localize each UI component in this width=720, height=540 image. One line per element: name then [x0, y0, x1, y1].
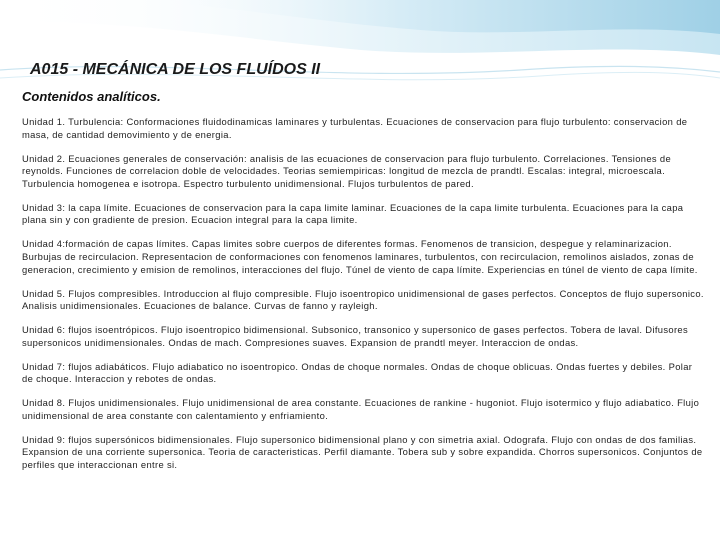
slide-subtitle: Contenidos analíticos.: [22, 89, 161, 104]
unit-paragraph-5: Unidad 5. Flujos compresibles. Introduccion al flujo compresible. Flujo isoentropico unidimensional de gases perfectos. Conceptos de flujo supersonico. Analisis unidimensionales. Ecuaciones de balance. Curvas de fanno y rayleigh.: [22, 287, 704, 312]
header-wave-decoration: [0, 0, 720, 95]
unit-paragraph-7: Unidad 7: flujos adiabáticos. Flujo adiabatico no isoentropico. Ondas de choque normales. Ondas de choque oblicuas. Ondas fuertes y debiles. Polar de choque. Interaccion y rebotes de ondas.: [22, 360, 693, 385]
unit-paragraph-9: Unidad 9: flujos supersónicos bidimensionales. Flujo supersonico bidimensional plano y con simetria axial. Odografa. Flujo con ondas de dos familias. Expansion de una corriente supersonica. Teoria de caracteristicas. Perfil diamante. Tobera sub y sobre expandida. Chorros supersonicos. Conjuntos de perfiles que interaccionan entre si.: [22, 433, 703, 470]
unit-paragraph-1: Unidad 1. Turbulencia: Conformaciones fluidodinamicas laminares y turbulentas. Ecuaciones de conservacion para flujo turbulento: conservacion de masa, de cantidad demovimiento y de energia.: [22, 116, 688, 140]
unit-paragraph-3: Unidad 3: la capa límite. Ecuaciones de conservacion para la capa limite laminar. Ecuaciones de la capa limite turbulenta. Ecuaciones para la capa plana sin y con gradiente de presion. Ecuacion integral para la capa limite.: [22, 201, 684, 226]
units-list: [22, 116, 704, 483]
unit-paragraph-4: Unidad 4:formación de capas límites. Capas limites sobre cuerpos de diferentes formas. Fenomenos de transicion, despegue y relaminarizacion. Burbujas de recirculacion. Representacion de conformaciones con fenomenos laminares, turbulentos, con recirculacion, remolinos aislados, zonas de generacion, crecimiento y emision de remolinos, interacciones del flujo. Túnel de viento de capa límite. Experiencias en túnel de viento de capa límite.: [22, 238, 698, 275]
slide-title: A015 - MECÁNICA DE LOS FLUÍDOS II: [30, 61, 321, 78]
unit-paragraph-2: Unidad 2. Ecuaciones generales de conservación: analisis de las ecuaciones de conservacion para flujo turbulento. Correlaciones. Tensiones de reynolds. Funciones de correlacion doble de velocidades. Teorias semiempiricas: longitud de mezcla de prandtl. Escalas: integral, microescala. Turbulencia homogenea e isotropa. Espectro turbulento unidimensional. Flujos turbulentos de pared.: [22, 152, 672, 189]
unit-paragraph-6: Unidad 6: flujos isoentrópicos. Flujo isoentropico bidimensional. Subsonico, transonico y supersonico de gases perfectos. Tobera de laval. Difusores supersonicos unidimensionales. Ondas de mach. Compresiones suaves. Expansion de prandtl meyer. Interaccion de ondas.: [22, 324, 689, 348]
unit-paragraph-8: Unidad 8. Flujos unidimensionales. Flujo unidimensional de area constante. Ecuaciones de rankine - hugoniot. Flujo isotermico y flujo adiabatico. Flujo unidimensional de area constante con calentamiento y enfriamiento.: [22, 397, 700, 421]
